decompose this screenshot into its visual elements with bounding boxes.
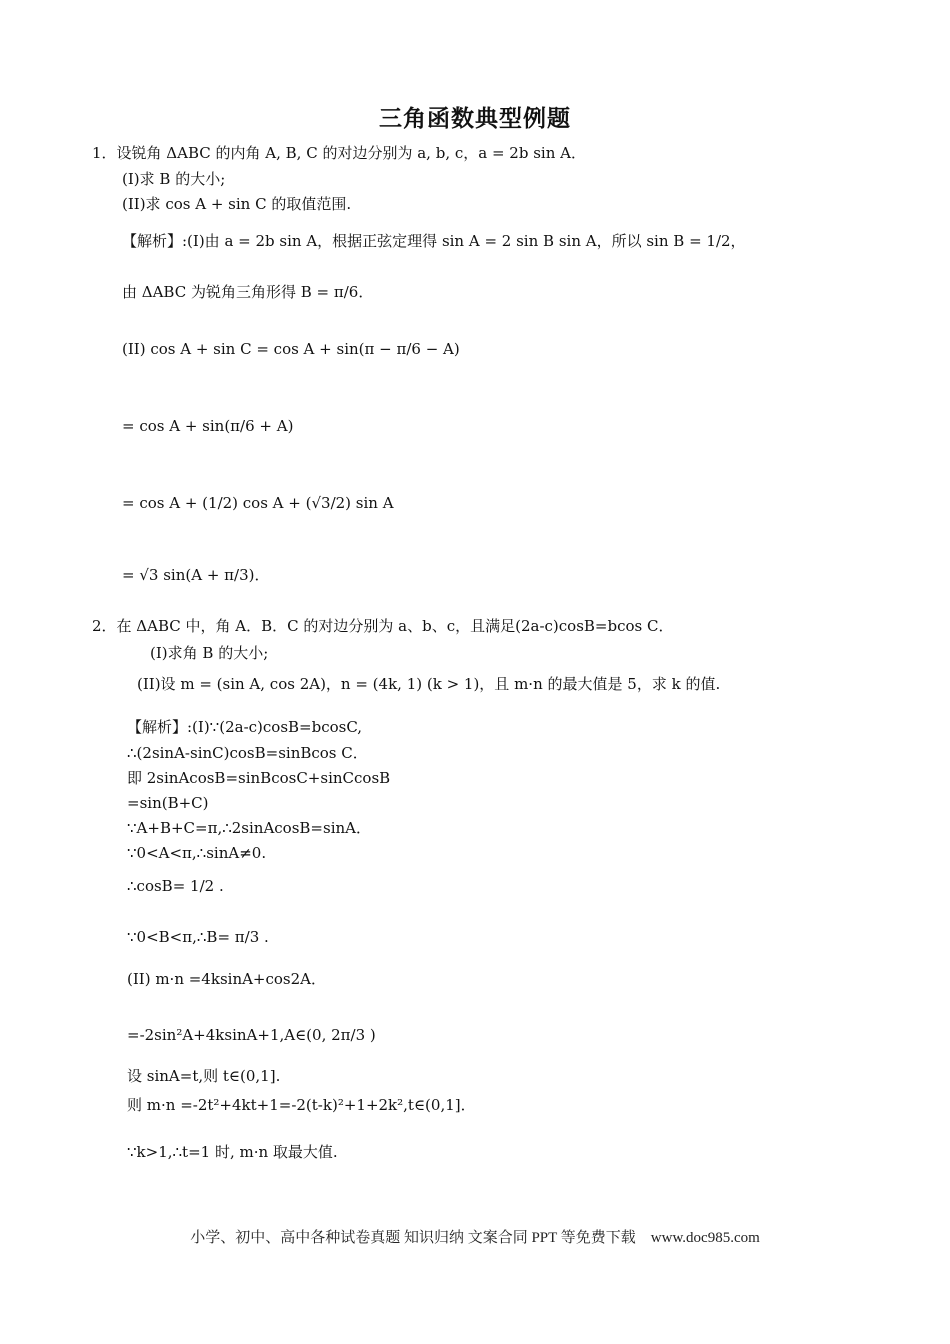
problem2-solution-8: ∵0<B<π,∴B= π/3 . bbox=[127, 928, 269, 946]
problem2-solution-12: 则 m·n =-2t²+4kt+1=-2(t-k)²+1+2k²,t∈(0,1]． bbox=[127, 1096, 476, 1114]
problem2-solution-6: ∵0<A<π,∴sinA≠0. bbox=[127, 844, 267, 862]
problem1-statement: 1．设锐角 ΔABC 的内角 A, B, C 的对边分别为 a, b, c，a = 2b sin A． bbox=[92, 144, 586, 162]
problem1-solution-6: = √3 sin(A + π/3)． bbox=[122, 566, 270, 584]
problem1-solution-3: (II) cos A + sin C = cos A + sin(π − π/6 − A) bbox=[122, 340, 460, 358]
problem2-question-1: (I)求角 B 的大小; bbox=[150, 644, 269, 662]
problem1-solution-2: 由 ΔABC 为锐角三角形得 B = π/6． bbox=[122, 283, 374, 301]
problem2-solution-1: 【解析】:(I)∵(2a-c)cosB=bcosC, bbox=[127, 718, 363, 736]
problem2-solution-13: ∵k>1,∴t=1 时, m·n 取最大值. bbox=[127, 1143, 338, 1161]
problem1-question-2: (II)求 cos A + sin C 的取值范围. bbox=[122, 195, 352, 213]
problem1-solution-5: = cos A + (1/2) cos A + (√3/2) sin A bbox=[122, 494, 394, 512]
problem1-solution-4: = cos A + sin(π/6 + A) bbox=[122, 417, 294, 435]
problem2-statement: 2．在 ΔABC 中，角 A．B．C 的对边分别为 a、b、c，且满足(2a-c)cosB=bcos C． bbox=[92, 617, 674, 635]
page-title: 三角函数典型例题 bbox=[379, 106, 571, 132]
problem2-question-2: (II)设 m = (sin A, cos 2A)，n = (4k, 1) (k > 1)，且 m·n 的最大值是 5，求 k 的值. bbox=[137, 675, 721, 693]
problem2-solution-4: =sin(B+C) bbox=[127, 794, 209, 812]
problem1-question-1: (I)求 B 的大小; bbox=[122, 170, 226, 188]
problem2-solution-3: 即 2sinAcosB=sinBcosC+sinCcosB bbox=[127, 769, 391, 787]
problem1-solution-1: 【解析】:(I)由 a = 2b sin A，根据正弦定理得 sin A = 2 sin B sin A，所以 sin B = 1/2， bbox=[122, 232, 746, 250]
problem2-solution-11: 设 sinA=t,则 t∈(0,1]. bbox=[127, 1067, 281, 1085]
page-footer: 小学、初中、高中各种试卷真题 知识归纳 文案合同 PPT 等免费下载 www.doc985.com bbox=[190, 1230, 760, 1246]
problem2-solution-10: =-2sin²A+4ksinA+1,A∈(0, 2π/3 ) bbox=[127, 1026, 376, 1044]
problem2-solution-9: (II) m·n =4ksinA+cos2A． bbox=[127, 970, 327, 988]
problem2-solution-2: ∴(2sinA-sinC)cosB=sinBcos C． bbox=[127, 744, 368, 762]
problem2-solution-7: ∴cosB= 1/2 . bbox=[127, 877, 224, 895]
problem2-solution-5: ∵A+B+C=π,∴2sinAcosB=sinA． bbox=[127, 819, 371, 837]
